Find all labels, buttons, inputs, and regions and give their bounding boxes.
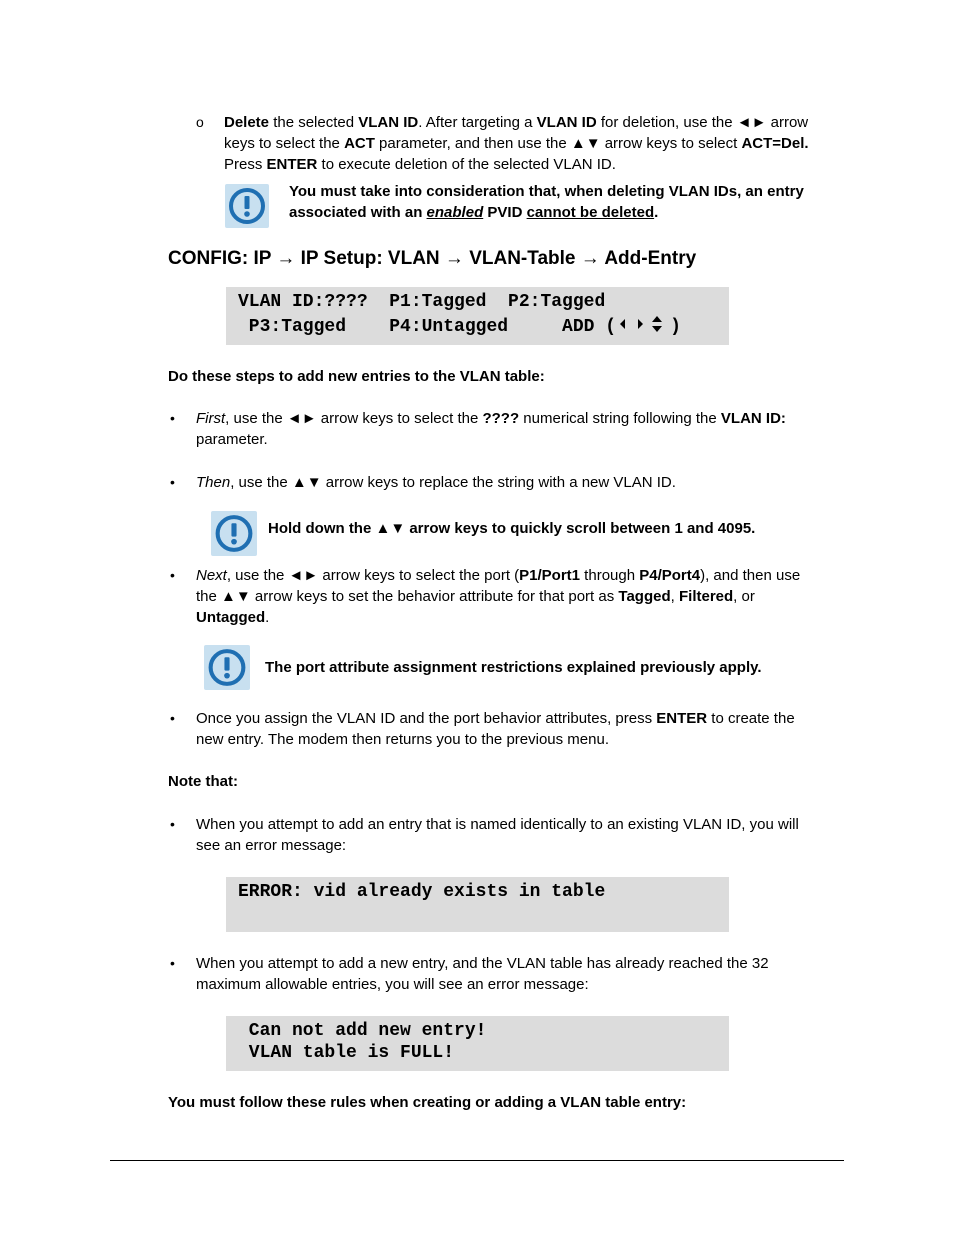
sub-bullet: o: [196, 114, 204, 130]
note1-line1: You must take into consideration that, when deleting VLAN IDs, an entry: [289, 183, 804, 200]
text: keys to select the: [224, 135, 345, 152]
text-bold: VLAN ID: [358, 114, 419, 131]
bullet6-line2: maximum allowable entries, you will see an error message:: [196, 976, 589, 993]
text: , use the ◄► arrow keys to select the: [225, 410, 483, 427]
text-bold: ENTER: [266, 156, 318, 173]
text: .: [265, 609, 270, 626]
step3-line3: [196, 607, 269, 628]
step3-line2: [196, 586, 755, 607]
lcd-line1: Can not add new entry!: [238, 1021, 487, 1041]
text: , use the ◄► arrow keys to select the port (: [226, 567, 520, 584]
bullet: •: [170, 955, 175, 971]
text-bold: ENTER: [656, 710, 708, 727]
text: associated with an: [289, 204, 427, 221]
text: ,: [670, 588, 679, 605]
text-underline: cannot be deleted: [526, 204, 655, 221]
rules-intro: You must follow these rules when creating or adding a VLAN table entry:: [168, 1094, 687, 1111]
step4-line1: [196, 708, 795, 729]
lcd-display-table-full: [226, 1016, 729, 1071]
steps-intro: Do these steps to add new entries to the VLAN table:: [168, 368, 545, 385]
lcd-line1: ERROR: vid already exists in table: [238, 882, 606, 902]
text-italic: Then: [196, 474, 231, 491]
lcd-display-add-entry: [226, 287, 729, 345]
text-bold: ACT=Del.: [741, 135, 809, 152]
step3-line1: [196, 565, 800, 586]
notice-icon: [204, 645, 250, 690]
text-bold: VLAN ID:: [720, 410, 786, 427]
text: . After targeting a: [418, 114, 537, 131]
text-bold: ACT: [344, 135, 375, 152]
text: parameter, and then use the ▲▼ arrow keys to select: [374, 135, 742, 152]
text-bold: VLAN ID: [536, 114, 597, 131]
bullet6-line1: When you attempt to add a new entry, and the VLAN table has already reached the 32: [196, 955, 769, 972]
step1-line2: parameter.: [196, 431, 268, 448]
note1-line2: [289, 202, 658, 223]
lcd-line2: VLAN table is FULL!: [238, 1043, 455, 1063]
text-bold: Delete: [224, 114, 270, 131]
text: the ▲▼ arrow keys to set the behavior attribute for that port as: [196, 588, 619, 605]
lcd-text: ): [670, 317, 681, 337]
text-bold: ????: [482, 410, 520, 427]
delete-paragraph-line3: [224, 154, 616, 175]
lcd-text: P3:Tagged P4:Untagged ADD (: [238, 317, 617, 337]
text: Once you assign the VLAN ID and the port behavior attributes, press: [196, 710, 657, 727]
step1-line1: [196, 408, 786, 429]
bullet5-line1: When you attempt to add an entry that is named identically to an existing VLAN ID, you will: [196, 816, 799, 833]
bullet: •: [170, 410, 175, 426]
step4-line2: new entry. The modem then returns you to the previous menu.: [196, 731, 609, 748]
arrow-keys-icon: [616, 315, 670, 333]
bullet5-line2: see an error message:: [196, 837, 347, 854]
delete-paragraph-line2: [224, 133, 809, 154]
text-bold: Untagged: [196, 609, 266, 626]
section-heading: CONFIG: IP → IP Setup: VLAN → VLAN-Table → Add-Entry: [168, 248, 697, 269]
text: to execute deletion of the selected VLAN ID.: [317, 156, 616, 173]
text: PVID: [483, 204, 527, 221]
text: , or: [733, 588, 755, 605]
text: , use the ▲▼ arrow keys to replace the string with a new VLAN ID.: [230, 474, 676, 491]
bullet: •: [170, 474, 175, 490]
step2-line1: [196, 472, 676, 493]
note3-text: The port attribute assignment restrictions explained previously apply.: [265, 659, 762, 676]
text-italic: Next: [196, 567, 227, 584]
lcd-display-error-exists: [226, 877, 729, 932]
text-bold: P1/Port1: [519, 567, 581, 584]
footer-rule: [110, 1160, 844, 1161]
bullet: •: [170, 816, 175, 832]
notice-icon: [211, 511, 257, 556]
note2-text: Hold down the ▲▼ arrow keys to quickly scroll between 1 and 4095.: [268, 520, 756, 537]
text: Press: [224, 156, 267, 173]
text: for deletion, use the ◄► arrow: [596, 114, 809, 131]
notice-icon: [225, 184, 269, 228]
text: numerical string following the: [519, 410, 721, 427]
delete-paragraph-line1: [224, 112, 844, 133]
bullet: •: [170, 567, 175, 583]
lcd-line2: [238, 315, 681, 339]
text: the selected: [269, 114, 359, 131]
text-bold: P4/Port4: [639, 567, 701, 584]
text-italic: First: [196, 410, 226, 427]
text: ), and then use: [700, 567, 801, 584]
text-bold: Filtered: [678, 588, 734, 605]
text: through: [580, 567, 640, 584]
text-bold: Tagged: [618, 588, 671, 605]
note-that-label: Note that:: [168, 773, 238, 790]
text: to create the: [707, 710, 795, 727]
bullet: •: [170, 710, 175, 726]
text: .: [654, 204, 659, 221]
lcd-line1: VLAN ID:???? P1:Tagged P2:Tagged: [238, 292, 606, 312]
text-emphasis: enabled: [426, 204, 484, 221]
